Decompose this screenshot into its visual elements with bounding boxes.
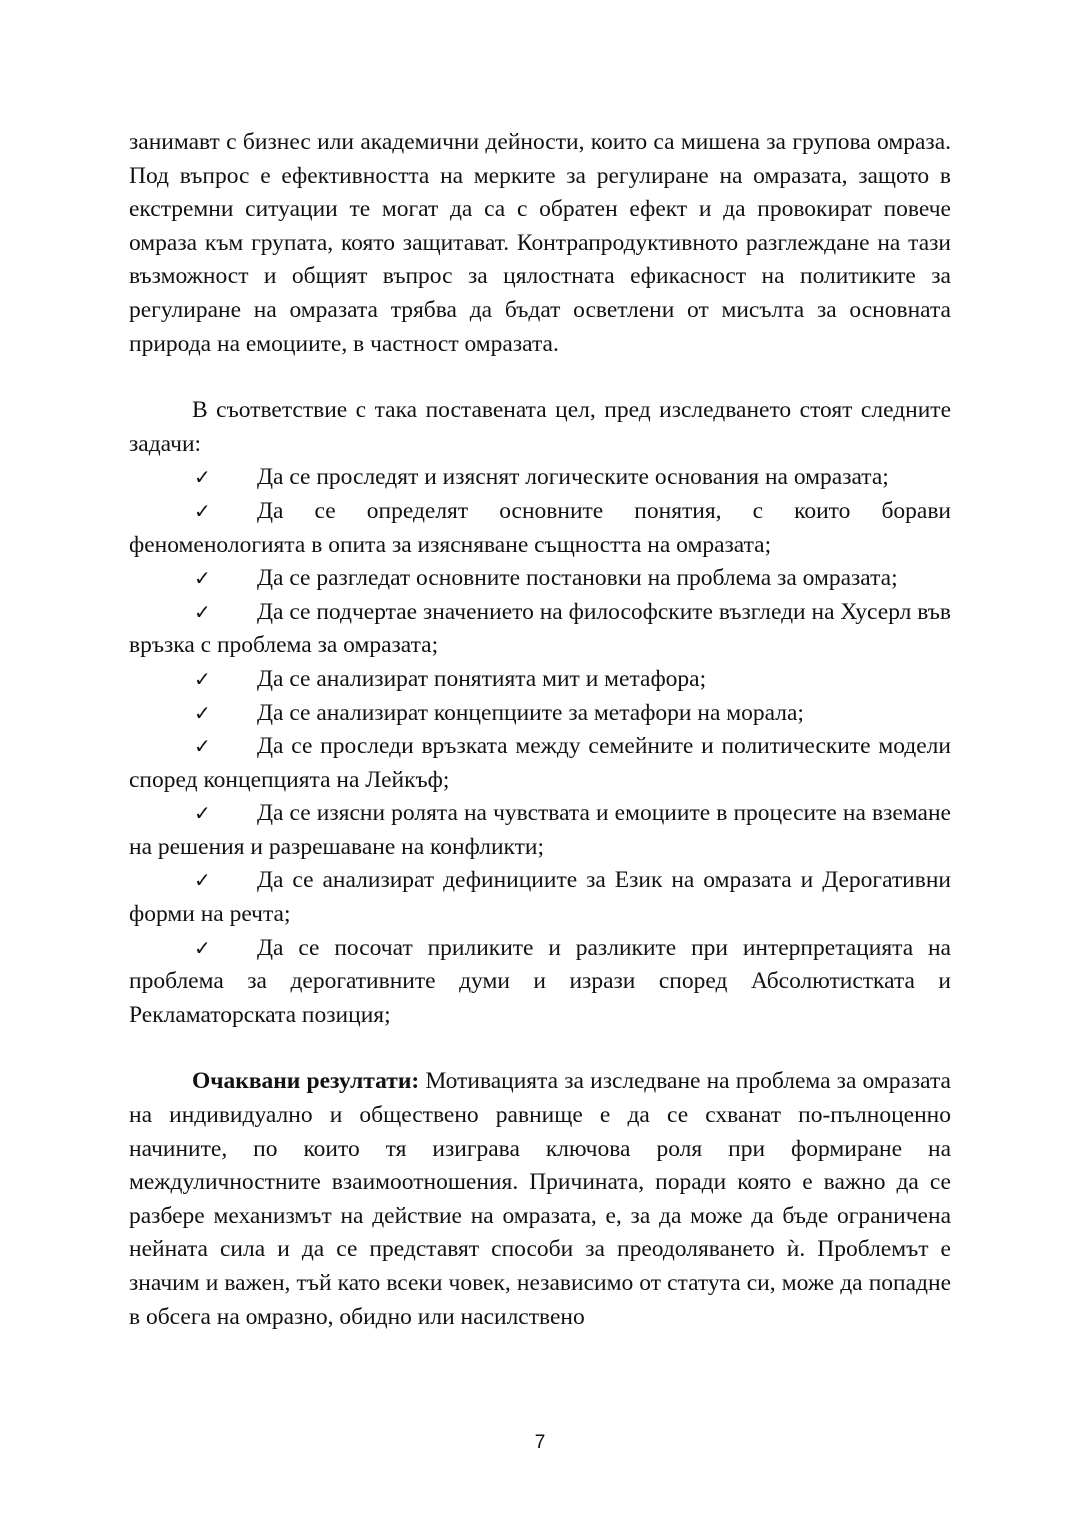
task-item: [129, 797, 951, 864]
task-item: [129, 932, 951, 1033]
expected-results-text: Мотивацията за изследване на проблема за омразата на индивидуално и обществено равнище е да се схванат по-пълноценно начините, по които тя изиграва ключова роля при формиране на междуличностните взаимоотношения. Причината, поради която е важно да се разбере механизмът на действие на омразата, е, за да може да бъде ограничена нейната сила и да се представят способи за преодоляването ѝ. Проблемът е значим и важен, тъй като всеки човек, независимо от статута си, може да попадне в обсега на омразно, обидно или насилствено: [129, 1068, 951, 1330]
task-item: [129, 562, 951, 596]
opening-paragraph: занимавт с бизнес или академични дейности, които са мишена за групова омраза. Под въпрос е ефективността на мерките за регулиране на омразата, защото в екстремни ситуации те могат да са с обратен ефект и да провокират повече омраза към групата, която защитават. Контрапродуктивното разглеждане на тази възможност и общият въпрос за цялостната ефикасност на политиките за регулиране на омразата трябва да бъдат осветлени от мисълта за основната природа на емоциите, в частност омразата.: [129, 129, 951, 357]
page-number: 7: [534, 1432, 546, 1453]
checkmark-icon: ✓: [194, 498, 211, 523]
task-item: [129, 663, 951, 697]
task-text: Да се посочат приликите и разликите при интерпретацията на проблема за дерогативните думи и изрази според Абсолютистката и Рекламаторската позиция;: [129, 934, 951, 1028]
task-text: Да се анализират понятията мит и метафора;: [257, 665, 707, 692]
task-list: [129, 461, 951, 1032]
task-text: Да се изясни ролята на чувствата и емоциите в процесите на вземане на решения и разрешаване на конфликти;: [129, 800, 951, 860]
task-item: [129, 730, 951, 797]
checkmark-icon: ✓: [194, 465, 211, 490]
task-text: Да се анализират концепциите за метафори на морала;: [257, 699, 804, 726]
expected-results-paragraph: [129, 1065, 951, 1334]
task-text: Да се проследят и изяснят логическите основания на омразата;: [257, 464, 889, 491]
task-item: [129, 495, 951, 562]
checkmark-icon: ✓: [194, 801, 211, 826]
document-body: [129, 126, 951, 1334]
tasks-intro-paragraph: В съответствие с така поставената цел, пред изследването стоят следните задачи:: [129, 397, 951, 457]
checkmark-icon: ✓: [194, 700, 211, 725]
checkmark-icon: ✓: [194, 599, 211, 624]
task-text: Да се определят основните понятия, с които борави феноменологията в опита за изясняване същността на омразата;: [129, 497, 951, 558]
task-text: Да се проследи връзката между семейните и политическите модели според концепцията на Лейкъф;: [129, 733, 951, 793]
task-item: [129, 697, 951, 731]
task-item: [129, 461, 951, 495]
task-text: Да се анализират дефинициите за Език на омразата и Дерогативни форми на речта;: [129, 867, 951, 928]
checkmark-icon: ✓: [194, 566, 211, 591]
checkmark-icon: ✓: [194, 666, 211, 691]
checkmark-icon: ✓: [194, 868, 211, 893]
task-item: [129, 864, 951, 931]
checkmark-icon: ✓: [194, 935, 211, 960]
checkmark-icon: ✓: [194, 734, 211, 759]
task-text: Да се разгледат основните постановки на проблема за омразата;: [257, 565, 898, 592]
expected-results-heading: Очаквани резултати:: [192, 1068, 420, 1095]
task-text: Да се подчертае значението на философските възгледи на Хусерл във връзка с проблема за омразата;: [129, 598, 951, 659]
task-item: [129, 596, 951, 663]
